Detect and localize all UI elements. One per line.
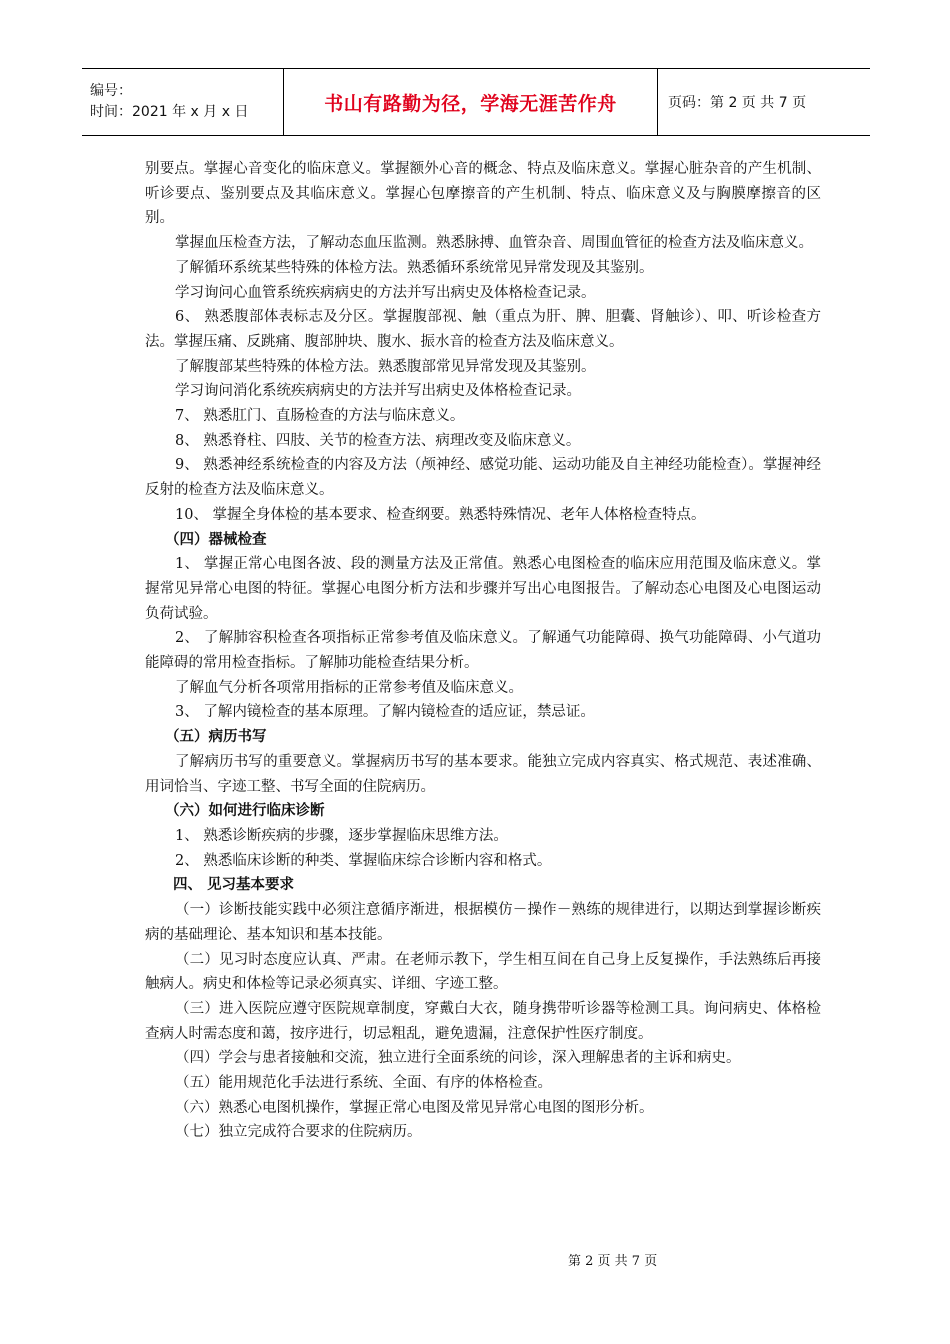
document-time-label: 时间：2021 年 x 月 x 日 <box>90 104 249 120</box>
paragraph: 9、 熟悉神经系统检查的内容及方法（颅神经、感觉功能、运动功能及自主神经功能检查）。掌握神经反射的检查方法及临床意义。 <box>145 457 821 499</box>
paragraph: （一）诊断技能实践中必须注意循序渐进，根据模仿－操作－熟练的规律进行，以期达到掌握诊断疾病的基础理论、基本知识和基本技能。 <box>145 902 821 943</box>
paragraph: 掌握血压检查方法，了解动态血压监测。熟悉脉搏、血管杂音、周围血管征的检查方法及临床意义。 <box>175 235 813 252</box>
paragraph: 7、 熟悉肛门、直肠检查的方法与临床意义。 <box>175 408 465 425</box>
paragraph: 了解循环系统某些特殊的体检方法。熟悉循环系统常见异常发现及其鉴别。 <box>175 259 654 276</box>
paragraph: （五）能用规范化手法进行系统、全面、有序的体格检查。 <box>175 1075 552 1092</box>
paragraph: 3、 了解内镜检查的基本原理。了解内镜检查的适应证，禁忌证。 <box>175 704 595 721</box>
paragraph: 10、 掌握全身体检的基本要求、检查纲要。熟悉特殊情况、老年人体格检查特点。 <box>175 506 706 523</box>
paragraph: 2、 了解肺容积检查各项指标正常参考值及临床意义。了解通气功能障碍、换气功能障碍、小气道功能障碍的常用检查指标。了解肺功能检查结果分析。 <box>145 630 821 672</box>
paragraph: （四）学会与患者接触和交流，独立进行全面系统的问诊，深入理解患者的主诉和病史。 <box>175 1050 741 1067</box>
document-body <box>145 157 821 1145</box>
paragraph: 了解血气分析各项常用指标的正常参考值及临床意义。 <box>175 679 523 696</box>
chapter-heading: 四、 见习基本要求 <box>173 877 295 894</box>
document-number-label: 编号： <box>90 83 132 99</box>
paragraph: 1、 掌握正常心电图各波、段的测量方法及正常值。熟悉心电图检查的临床应用范围及临床意义。掌握常见异常心电图的特征。掌握心电图分析方法和步骤并写出心电图报告。了解动态心电图及心电图运动负荷试验。 <box>145 556 821 622</box>
paragraph: （六）熟悉心电图机操作，掌握正常心电图及常见异常心电图的图形分析。 <box>175 1099 654 1116</box>
section-heading: （六）如何进行临床诊断 <box>165 803 325 820</box>
paragraph: （二）见习时态度应认真、严肃。在老师示教下，学生相互间在自己身上反复操作，手法熟练后再接触病人。病史和体检等记录必须真实、详细、字迹工整。 <box>145 951 821 993</box>
paragraph: 6、 熟悉腹部体表标志及分区。掌握腹部视、触（重点为肝、脾、胆囊、肾触诊）、叩、听诊检查方法。掌握压痛、反跳痛、腹部肿块、腹水、振水音的检查方法及临床意义。 <box>145 309 821 350</box>
paragraph: 别要点。掌握心音变化的临床意义。掌握额外心音的概念、特点及临床意义。掌握心脏杂音的产生机制、听诊要点、鉴别要点及其临床意义。掌握心包摩擦音的产生机制、特点、临床意义及与胸膜摩擦音的区别。 <box>145 161 821 227</box>
header-page-number: 页码：第 2 页 共 7 页 <box>668 95 807 111</box>
paragraph: （七）独立完成符合要求的住院病历。 <box>175 1124 422 1141</box>
paragraph: 1、 熟悉诊断疾病的步骤，逐步掌握临床思维方法。 <box>175 827 508 844</box>
paragraph: 了解病历书写的重要意义。掌握病历书写的基本要求。能独立完成内容真实、格式规范、表述准确、用词恰当、字迹工整、书写全面的住院病历。 <box>145 753 821 795</box>
paragraph: 学习询问消化系统疾病病史的方法并写出病史及体格检查记录。 <box>175 383 581 400</box>
paragraph: （三）进入医院应遵守医院规章制度，穿戴白大衣，随身携带听诊器等检测工具。询问病史、体格检查病人时需态度和蔼，按序进行，切忌粗乱，避免遗漏，注意保护性医疗制度。 <box>145 1000 821 1042</box>
header-motto: 书山有路勤为径，学海无涯苦作舟 <box>284 69 658 135</box>
section-heading: （四）器械检查 <box>165 531 267 548</box>
page-footer: 第 2 页 共 7 页 <box>568 1254 658 1269</box>
header-meta <box>82 69 284 135</box>
page-header <box>82 68 870 136</box>
paragraph: 学习询问心血管系统疾病病史的方法并写出病史及体格检查记录。 <box>175 284 596 301</box>
section-heading: （五）病历书写 <box>165 729 267 746</box>
paragraph: 8、 熟悉脊柱、四肢、关节的检查方法、病理改变及临床意义。 <box>175 432 581 449</box>
paragraph: 2、 熟悉临床诊断的种类、掌握临床综合诊断内容和格式。 <box>175 852 552 869</box>
paragraph: 了解腹部某些特殊的体检方法。熟悉腹部常见异常发现及其鉴别。 <box>175 358 596 375</box>
